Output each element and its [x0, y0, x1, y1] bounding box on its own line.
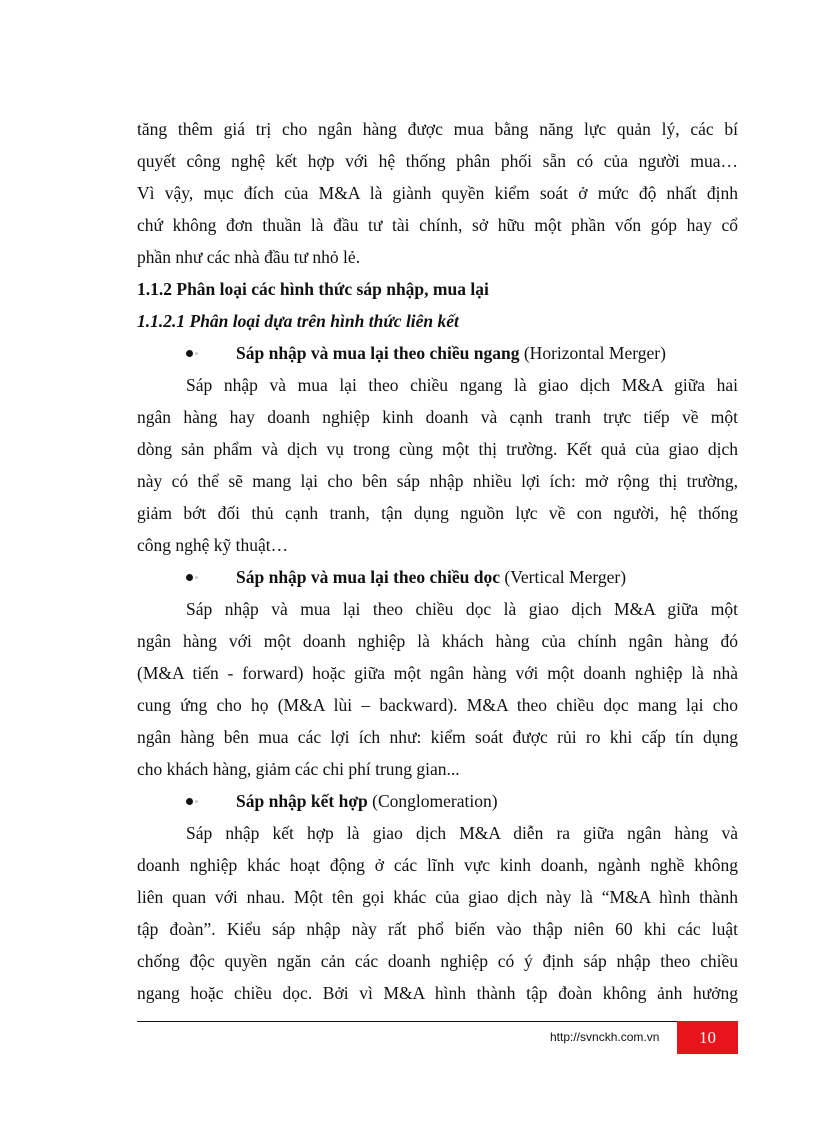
horizontal-line: dòng sản phẩm và dịch vụ trong cùng một thị trường. Kết quả của giao dịch — [137, 439, 738, 459]
section-heading: 1.1.2 Phân loại các hình thức sáp nhập, mua lại — [137, 279, 489, 299]
footer-url: http://svnckh.com.vn — [550, 1030, 660, 1044]
vertical-line: (M&A tiến - forward) hoặc giữa một ngân hàng với một doanh nghiệp là nhà — [137, 663, 738, 683]
bullet-conglomerate — [186, 790, 746, 812]
vertical-line: ngân hàng bên mua các lợi ích như: kiểm soát được rủi ro khi cấp tín dụng — [137, 727, 738, 747]
bullet-label — [236, 342, 666, 364]
bullet-rest-text: (Vertical Merger) — [500, 567, 627, 587]
vertical-line: cung ứng cho họ (M&A lùi – backward). M&A theo chiều dọc mang lại cho — [137, 695, 738, 715]
conglomerate-line: doanh nghiệp khác hoạt động ở các lĩnh vực kinh doanh, ngành nghề không — [137, 855, 738, 875]
conglomerate-line: Sáp nhập kết hợp là giao dịch M&A diễn ra giữa ngân hàng và — [186, 823, 738, 843]
subsection-heading: 1.1.2.1 Phân loại dựa trên hình thức liên kết — [137, 311, 459, 331]
bullet-bold-text: Sáp nhập và mua lại theo chiều ngang — [236, 343, 520, 363]
bullet-rest-text: (Conglomeration) — [367, 791, 498, 811]
intro-line: tăng thêm giá trị cho ngân hàng được mua bằng năng lực quản lý, các bí — [137, 119, 738, 139]
vertical-line: ngân hàng với một doanh nghiệp là khách hàng của chính ngân hàng đó — [137, 631, 738, 651]
conglomerate-line: chống độc quyền ngăn cản các doanh nghiệp có ý định sáp nhập theo chiều — [137, 951, 738, 971]
horizontal-line: ngân hàng hay doanh nghiệp kinh doanh và cạnh tranh trực tiếp về một — [137, 407, 738, 427]
bullet-vertical — [186, 566, 746, 588]
page-number-badge: 10 — [677, 1021, 738, 1054]
horizontal-line: giảm bớt đối thủ cạnh tranh, tận dụng nguồn lực về con người, hệ thống — [137, 503, 738, 523]
horizontal-line: này có thể sẽ mang lại cho bên sáp nhập nhiều lợi ích: mở rộng thị trường, — [137, 471, 738, 491]
bullet-bold-text: Sáp nhập kết hợp — [236, 791, 368, 811]
bullet-icon — [186, 574, 193, 581]
bullet-icon — [186, 350, 193, 357]
bullet-bold-text: Sáp nhập và mua lại theo chiều dọc — [236, 567, 501, 587]
bullet-label — [236, 566, 626, 588]
intro-line: phần như các nhà đầu tư nhỏ lẻ. — [137, 247, 361, 267]
horizontal-line: Sáp nhập và mua lại theo chiều ngang là giao dịch M&A giữa hai — [186, 375, 738, 395]
footer-divider — [137, 1021, 677, 1022]
horizontal-line: công nghệ kỹ thuật… — [137, 535, 289, 555]
vertical-line: cho khách hàng, giảm các chi phí trung gian... — [137, 759, 460, 779]
intro-line: quyết công nghệ kết hợp với hệ thống phân phối sẵn có của người mua… — [137, 151, 738, 171]
bullet-label — [236, 790, 498, 812]
vertical-line: Sáp nhập và mua lại theo chiều dọc là giao dịch M&A giữa một — [186, 599, 738, 619]
conglomerate-line: ngang hoặc chiều dọc. Bởi vì M&A hình thành tập đoàn không ảnh hưởng — [137, 983, 738, 1003]
bullet-horizontal — [186, 342, 746, 364]
intro-line: chứ không đơn thuần là đầu tư tài chính, sở hữu một phần vốn góp hay cổ — [137, 215, 738, 235]
bullet-rest-text: (Horizontal Merger) — [519, 343, 666, 363]
conglomerate-line: liên quan với nhau. Một tên gọi khác của giao dịch này là “M&A hình thành — [137, 887, 738, 907]
bullet-icon — [186, 798, 193, 805]
intro-line: Vì vậy, mục đích của M&A là giành quyền kiểm soát ở mức độ nhất định — [137, 183, 738, 203]
conglomerate-line: tập đoàn”. Kiểu sáp nhập này rất phổ biến vào thập niên 60 khi các luật — [137, 919, 738, 939]
